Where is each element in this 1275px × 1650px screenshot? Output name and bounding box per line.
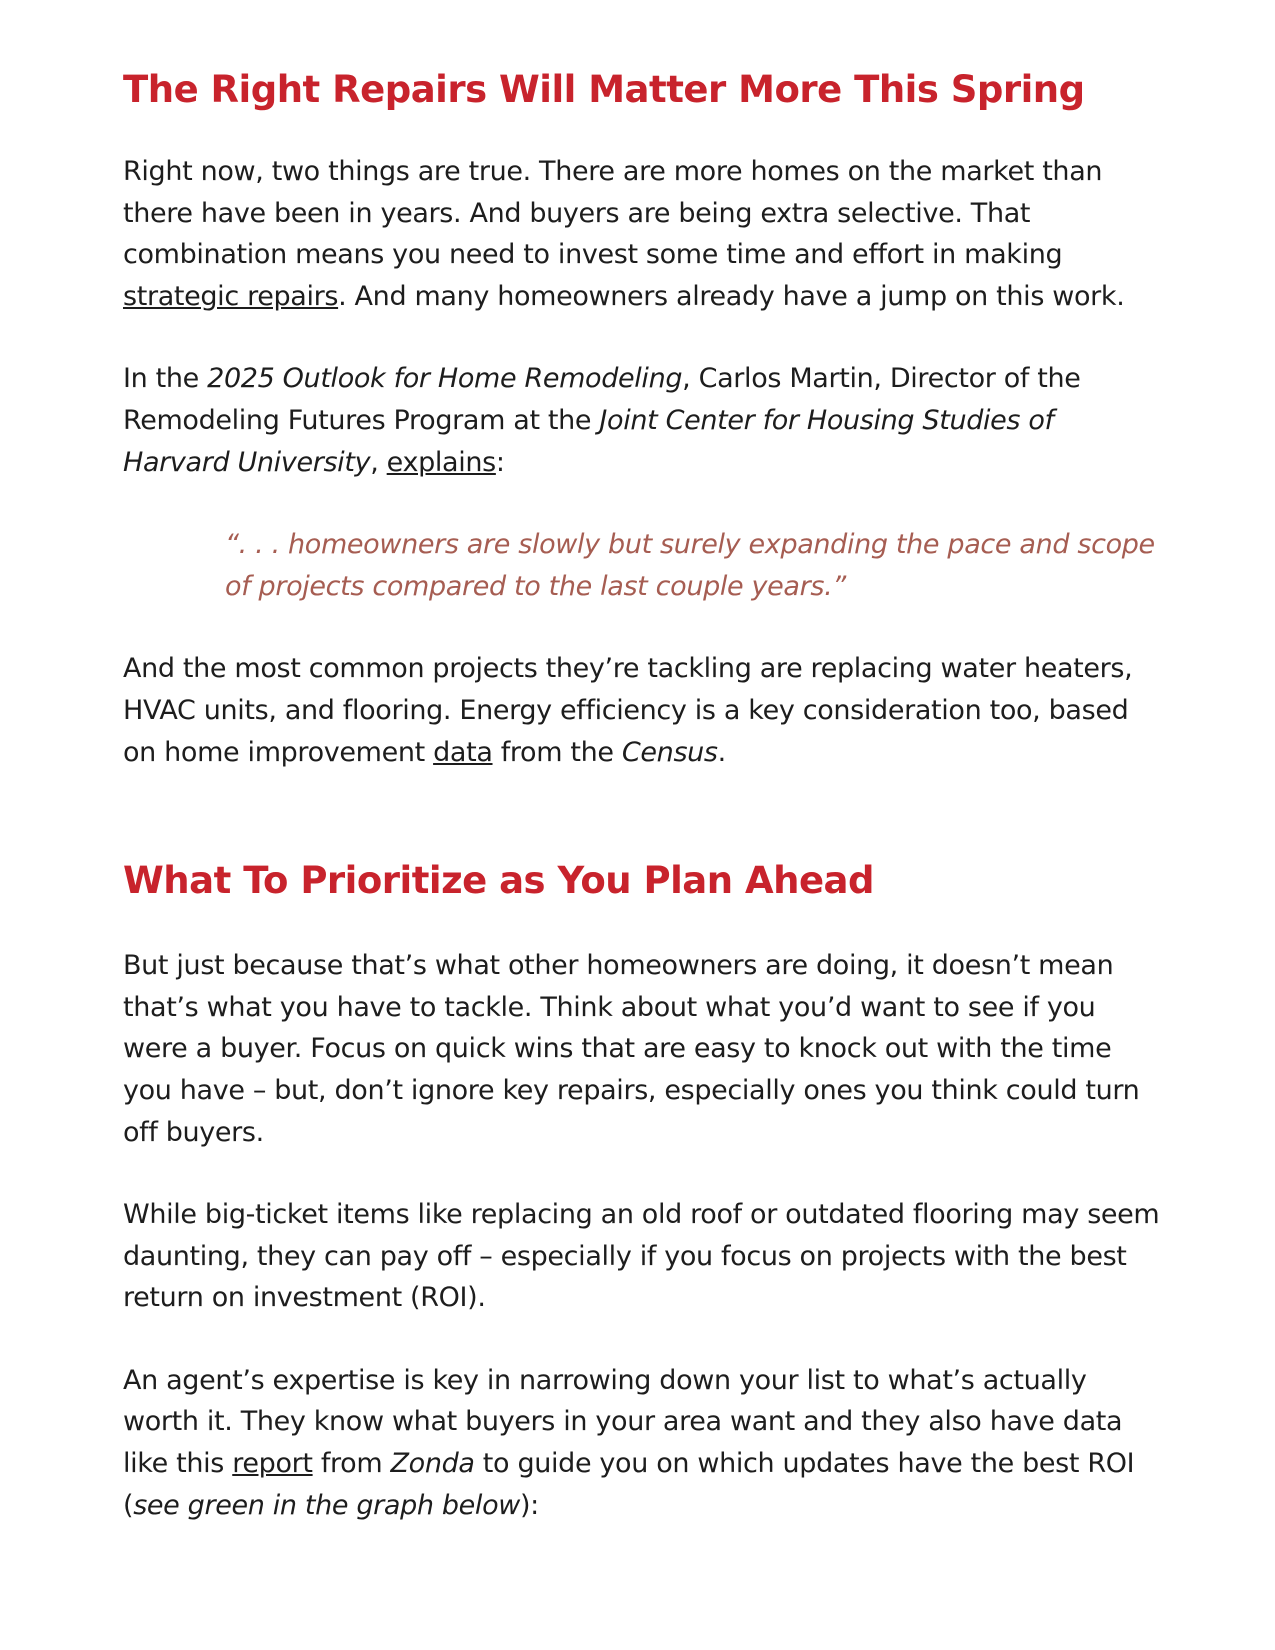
text-run: from the <box>492 736 622 768</box>
text-run: An agent’s expertise is key in narrowing down your list to what’s actually worth it. They know what buyers in your area want and they also have data like this <box>123 1364 1123 1480</box>
text-run: . And many homeowners already have a jump on this work. <box>338 280 1125 312</box>
graph-note: see green in the graph below <box>133 1489 520 1521</box>
paragraph-agent-expertise <box>123 1360 1163 1526</box>
paragraph-common-projects <box>123 648 1163 773</box>
text-run: from <box>312 1448 391 1480</box>
paragraph-big-ticket-items: While big-ticket items like replacing an old roof or outdated flooring may seem daunting, they can pay off – especially if you focus on projects with the best return on investment (ROI). <box>123 1199 1160 1314</box>
pull-quote: “. . . homeowners are slowly but surely expanding the pace and scope of projects compared to the last couple years.” <box>225 529 1155 602</box>
text-run: : <box>495 446 505 478</box>
text-run: In the <box>123 363 208 395</box>
text-run: And the most common projects they’re tackling are replacing water heaters, HVAC units, and flooring. Energy efficiency is a key consideration too, based on home improvement <box>123 653 1133 768</box>
text-run: ): <box>519 1489 539 1521</box>
paragraph-outlook-source <box>123 358 1163 483</box>
link-strategic-repairs[interactable]: strategic repairs <box>123 280 339 312</box>
paragraph-market-intro <box>123 151 1163 317</box>
text-run: . <box>717 736 726 768</box>
organization-name: Joint Center for Housing Studies of Harvard University <box>123 404 1054 478</box>
section-heading-prioritize: What To Prioritize as You Plan Ahead <box>123 859 875 903</box>
link-data[interactable]: data <box>433 736 493 768</box>
text-run: Right now, two things are true. There are more homes on the market than there have been in years. And buyers are being extra selective. That combination means you need to invest some time and effort in making <box>123 156 1103 271</box>
text-run: to guide you on which updates have the best ROI ( <box>123 1448 1135 1521</box>
document-page <box>123 62 1163 1526</box>
link-report[interactable]: report <box>232 1448 313 1480</box>
text-run: , <box>370 446 387 478</box>
section-heading-spring-repairs: The Right Repairs Will Matter More This Spring <box>123 68 1085 111</box>
report-title: 2025 Outlook for Home Remodeling <box>207 363 683 395</box>
text-run: , Carlos Martin, Director of the Remodeling Futures Program at the <box>123 363 1081 436</box>
census-name: Census <box>621 736 718 768</box>
paragraph-buyer-perspective: But just because that’s what other homeowners are doing, it doesn’t mean that’s what you have to tackle. Think about what you’d want to see if you were a buyer. Focus on quick wins that are easy to knock out with the time you have – but, don’t ignore key repairs, especially ones you think could turn off buyers. <box>123 950 1140 1148</box>
link-explains[interactable]: explains <box>386 446 496 478</box>
zonda-name: Zonda <box>390 1448 475 1480</box>
